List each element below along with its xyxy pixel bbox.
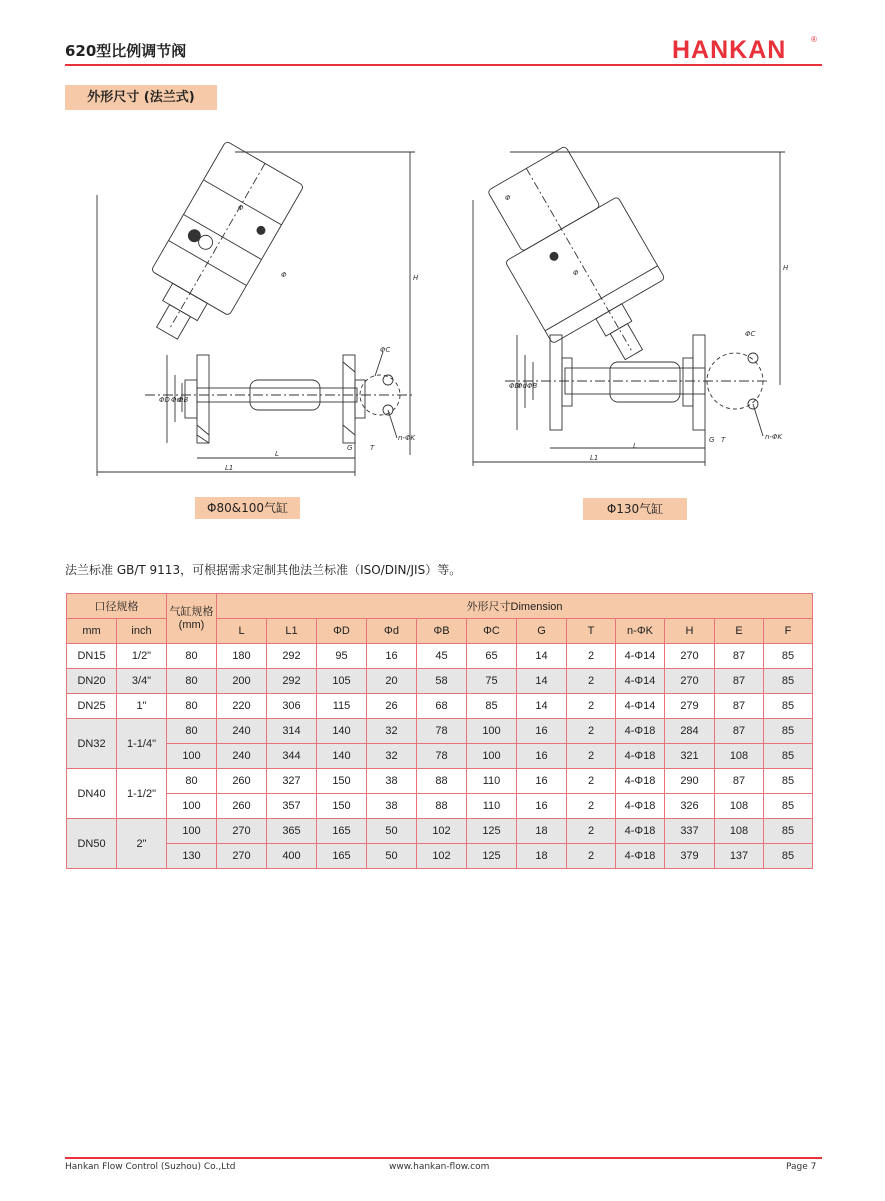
cell-value: 75 — [467, 669, 517, 694]
cell-value: 95 — [317, 644, 367, 669]
cell-cylinder: 100 — [167, 794, 217, 819]
cell-value: 357 — [267, 794, 317, 819]
cell-value: 85 — [764, 669, 813, 694]
cell-value: 115 — [317, 694, 367, 719]
label-T: T — [370, 444, 375, 452]
cell-value: 2 — [567, 819, 616, 844]
logo-text: HANKAN — [672, 36, 787, 63]
label2-phi-1: Φ — [505, 194, 511, 202]
label2-G: G — [709, 436, 715, 444]
cell-value: 110 — [467, 794, 517, 819]
cell-dn: DN25 — [67, 694, 117, 719]
cell-value: 14 — [517, 644, 567, 669]
cell-value: 240 — [217, 719, 267, 744]
cell-value: 16 — [367, 644, 417, 669]
label2-d: Φd — [517, 382, 527, 390]
cell-value: 270 — [217, 819, 267, 844]
cell-value: 220 — [217, 694, 267, 719]
cell-value: 125 — [467, 819, 517, 844]
cell-value: 32 — [367, 744, 417, 769]
label-phi-2: Φ — [281, 271, 287, 279]
cell-value: 260 — [217, 794, 267, 819]
cell-cylinder: 80 — [167, 644, 217, 669]
page-title: 620型比例调节阀 — [65, 42, 187, 60]
label2-C: ΦC — [745, 330, 756, 338]
cell-value: 85 — [764, 844, 813, 869]
cell-value: 284 — [665, 719, 715, 744]
cell-value: 16 — [517, 769, 567, 794]
cell-value: 87 — [715, 694, 764, 719]
cell-value: 240 — [217, 744, 267, 769]
cell-value: 87 — [715, 719, 764, 744]
cell-value: 85 — [467, 694, 517, 719]
cell-value: 85 — [764, 744, 813, 769]
cell-dn: DN32 — [67, 719, 117, 769]
cell-value: 108 — [715, 744, 764, 769]
cell-value: 100 — [467, 744, 517, 769]
cell-value: 26 — [367, 694, 417, 719]
cell-value: 78 — [417, 744, 467, 769]
cell-value: 200 — [217, 669, 267, 694]
cell-cylinder: 100 — [167, 744, 217, 769]
cell-inch: 1-1/4" — [117, 719, 167, 769]
cell-value: 4-Φ14 — [616, 694, 665, 719]
cell-value: 18 — [517, 844, 567, 869]
header-col-9: H — [665, 619, 715, 644]
cell-value: 344 — [267, 744, 317, 769]
footer-page-number: Page 7 — [786, 1162, 817, 1172]
header-size-group: 口径规格 — [67, 594, 167, 619]
cell-value: 165 — [317, 844, 367, 869]
cell-value: 14 — [517, 694, 567, 719]
cell-value: 379 — [665, 844, 715, 869]
cell-dn: DN40 — [67, 769, 117, 819]
label2-D: ΦD — [509, 382, 520, 390]
footer-company: Hankan Flow Control (Suzhou) Co.,Ltd — [65, 1162, 236, 1172]
header-col-7: T — [567, 619, 616, 644]
drawing-130-cylinder — [465, 140, 810, 485]
cell-value: 20 — [367, 669, 417, 694]
header-cylinder-unit: (mm) — [178, 618, 205, 631]
cell-value: 68 — [417, 694, 467, 719]
table-row — [67, 769, 813, 794]
cell-value: 306 — [267, 694, 317, 719]
cell-value: 314 — [267, 719, 317, 744]
label-C: ΦC — [380, 346, 391, 354]
header-col-1: L1 — [267, 619, 317, 644]
header-cylinder — [167, 594, 217, 644]
cell-inch: 2" — [117, 819, 167, 869]
cell-value: 85 — [764, 694, 813, 719]
caption-130-cylinder: Φ130气缸 — [583, 498, 687, 520]
label2-L: L — [633, 442, 637, 450]
cell-value: 2 — [567, 719, 616, 744]
cell-value: 279 — [665, 694, 715, 719]
cell-value: 85 — [764, 769, 813, 794]
header-col-10: E — [715, 619, 764, 644]
cell-value: 260 — [217, 769, 267, 794]
cell-value: 87 — [715, 769, 764, 794]
section-label: 外形尺寸 (法兰式) — [65, 85, 217, 110]
cell-value: 292 — [267, 644, 317, 669]
cell-value: 4-Φ14 — [616, 644, 665, 669]
cell-value: 100 — [467, 719, 517, 744]
cell-value: 38 — [367, 769, 417, 794]
header-col-3: Φd — [367, 619, 417, 644]
cell-value: 365 — [267, 819, 317, 844]
header-col-11: F — [764, 619, 813, 644]
cell-inch: 3/4" — [117, 669, 167, 694]
cell-value: 140 — [317, 719, 367, 744]
table-row — [67, 794, 813, 819]
header-col-8: n-ΦK — [616, 619, 665, 644]
header-cylinder-label: 气缸规格 — [169, 605, 214, 618]
cell-value: 150 — [317, 794, 367, 819]
cell-value: 4-Φ18 — [616, 769, 665, 794]
label-d: Φd — [171, 396, 181, 404]
cell-value: 16 — [517, 744, 567, 769]
label-H: H — [413, 274, 419, 282]
cell-cylinder: 80 — [167, 694, 217, 719]
flange-standard-note: 法兰标准 GB/T 9113，可根据需求定制其他法兰标准（ISO/DIN/JIS）等。 — [65, 563, 462, 577]
cell-dn: DN15 — [67, 644, 117, 669]
cell-value: 85 — [764, 644, 813, 669]
label2-B: ΦB — [527, 382, 538, 390]
footer-website: www.hankan-flow.com — [389, 1162, 490, 1172]
cell-value: 2 — [567, 644, 616, 669]
cell-value: 88 — [417, 794, 467, 819]
cell-cylinder: 80 — [167, 669, 217, 694]
cell-value: 32 — [367, 719, 417, 744]
cell-value: 87 — [715, 669, 764, 694]
table-row — [67, 719, 813, 744]
cell-value: 327 — [267, 769, 317, 794]
cell-value: 4-Φ18 — [616, 844, 665, 869]
cell-value: 150 — [317, 769, 367, 794]
cell-value: 102 — [417, 844, 467, 869]
label2-phi-2: Φ — [573, 269, 579, 277]
cell-cylinder: 80 — [167, 719, 217, 744]
cell-value: 400 — [267, 844, 317, 869]
cell-value: 140 — [317, 744, 367, 769]
cell-value: 270 — [665, 644, 715, 669]
table-row — [67, 744, 813, 769]
cell-value: 16 — [517, 719, 567, 744]
header-dimension-group: 外形尺寸Dimension — [217, 594, 813, 619]
header-rule — [65, 64, 822, 66]
cell-value: 110 — [467, 769, 517, 794]
header-col-6: G — [517, 619, 567, 644]
label-L1: L1 — [225, 464, 234, 472]
label2-H: H — [783, 264, 789, 272]
cell-value: 105 — [317, 669, 367, 694]
drawing-80-100-cylinder — [85, 140, 435, 485]
caption-80-100-cylinder: Φ80&100气缸 — [195, 497, 300, 519]
cell-value: 4-Φ14 — [616, 669, 665, 694]
cell-value: 290 — [665, 769, 715, 794]
cell-value: 2 — [567, 769, 616, 794]
cell-value: 18 — [517, 819, 567, 844]
label-B: ΦB — [178, 396, 189, 404]
cell-value: 58 — [417, 669, 467, 694]
cell-value: 180 — [217, 644, 267, 669]
cell-value: 78 — [417, 719, 467, 744]
label-phi-1: Φ — [238, 204, 244, 212]
cell-value: 108 — [715, 819, 764, 844]
hankan-logo — [672, 33, 822, 63]
cell-value: 270 — [217, 844, 267, 869]
cell-value: 326 — [665, 794, 715, 819]
cell-value: 16 — [517, 794, 567, 819]
header-mm: mm — [67, 619, 117, 644]
cell-value: 85 — [764, 719, 813, 744]
label-L: L — [275, 450, 279, 458]
cell-value: 88 — [417, 769, 467, 794]
table-row — [67, 694, 813, 719]
cell-value: 270 — [665, 669, 715, 694]
table-row — [67, 644, 813, 669]
cell-value: 87 — [715, 644, 764, 669]
cell-dn: DN50 — [67, 819, 117, 869]
table-row — [67, 844, 813, 869]
cell-value: 4-Φ18 — [616, 719, 665, 744]
cell-value: 125 — [467, 844, 517, 869]
cell-value: 2 — [567, 694, 616, 719]
header-col-4: ΦB — [417, 619, 467, 644]
cell-value: 292 — [267, 669, 317, 694]
cell-cylinder: 100 — [167, 819, 217, 844]
footer-rule — [65, 1157, 822, 1159]
cell-value: 45 — [417, 644, 467, 669]
cell-value: 50 — [367, 844, 417, 869]
label2-L1: L1 — [590, 454, 599, 462]
cell-value: 65 — [467, 644, 517, 669]
dimension-table — [66, 593, 813, 869]
label-G: G — [347, 444, 353, 452]
cell-value: 38 — [367, 794, 417, 819]
table-row — [67, 819, 813, 844]
cell-value: 4-Φ18 — [616, 744, 665, 769]
cell-value: 137 — [715, 844, 764, 869]
cell-cylinder: 80 — [167, 769, 217, 794]
cell-value: 337 — [665, 819, 715, 844]
table-header-row-1 — [67, 594, 813, 619]
cell-value: 102 — [417, 819, 467, 844]
cell-value: 321 — [665, 744, 715, 769]
logo-registered-mark: ® — [811, 35, 817, 44]
label2-nK: n-ΦK — [765, 433, 783, 441]
cell-inch: 1-1/2" — [117, 769, 167, 819]
header-inch: inch — [117, 619, 167, 644]
cell-value: 14 — [517, 669, 567, 694]
cell-value: 4-Φ18 — [616, 819, 665, 844]
cell-value: 2 — [567, 744, 616, 769]
cell-value: 2 — [567, 794, 616, 819]
header-col-0: L — [217, 619, 267, 644]
cell-value: 85 — [764, 794, 813, 819]
table-row — [67, 669, 813, 694]
header-col-5: ΦC — [467, 619, 517, 644]
cell-value: 2 — [567, 669, 616, 694]
cell-value: 85 — [764, 819, 813, 844]
cell-inch: 1/2" — [117, 644, 167, 669]
header-col-2: ΦD — [317, 619, 367, 644]
cell-value: 2 — [567, 844, 616, 869]
cell-value: 50 — [367, 819, 417, 844]
cell-value: 165 — [317, 819, 367, 844]
cell-value: 4-Φ18 — [616, 794, 665, 819]
cell-cylinder: 130 — [167, 844, 217, 869]
cell-inch: 1" — [117, 694, 167, 719]
label-D: ΦD — [159, 396, 170, 404]
label2-T: T — [721, 436, 726, 444]
label-nK: n-ΦK — [398, 434, 416, 442]
cell-dn: DN20 — [67, 669, 117, 694]
cell-value: 108 — [715, 794, 764, 819]
